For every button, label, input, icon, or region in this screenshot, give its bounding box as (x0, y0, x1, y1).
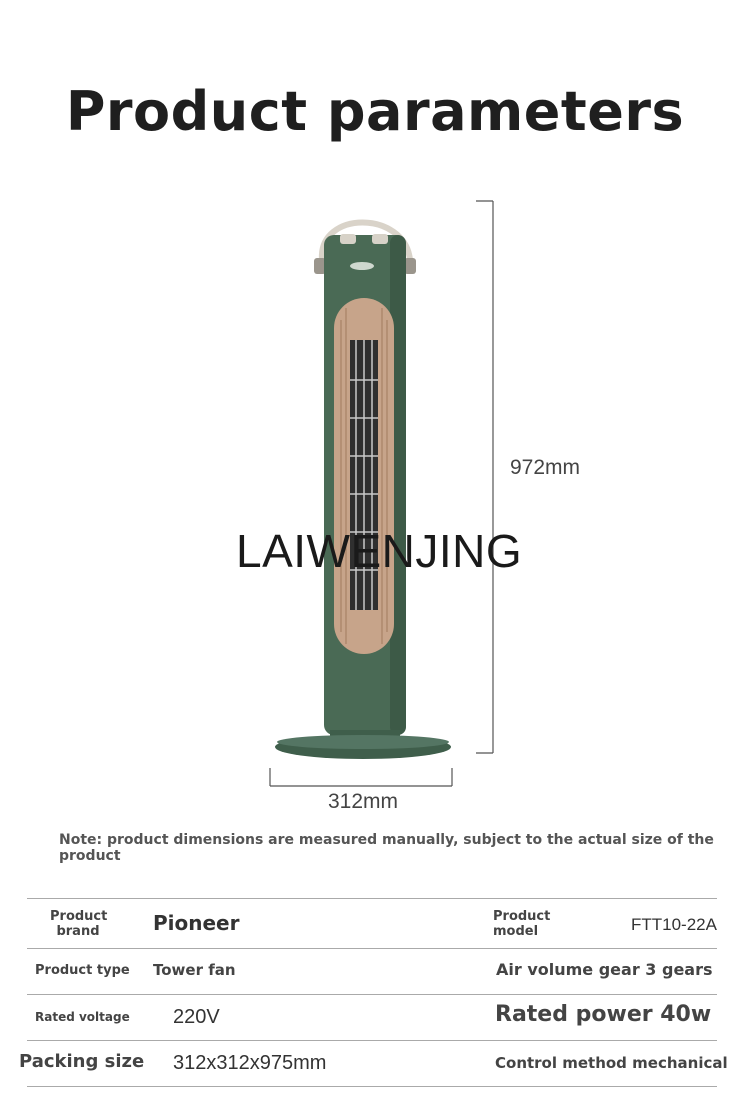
table-divider (27, 948, 717, 949)
brand-label (50, 909, 106, 939)
air-volume-value: Air volume gear 3 gears (496, 960, 713, 979)
measurement-note: Note: product dimensions are measured manually, subject to the actual size of the product (59, 832, 714, 864)
type-label: Product type (35, 963, 130, 978)
tower-fan-image (0, 190, 750, 810)
voltage-label: Rated voltage (35, 1010, 130, 1024)
table-divider (27, 1040, 717, 1041)
brand-logo-icon (350, 262, 374, 270)
height-dimension-label: 972mm (510, 456, 581, 479)
control-knob-right (372, 234, 388, 244)
control-method-value: Control method mechanical (495, 1054, 728, 1072)
model-value: FTT10-22A (631, 915, 717, 934)
fan-base-top (277, 735, 449, 749)
voltage-value: 220V (173, 1006, 220, 1028)
model-label-line2: model (493, 924, 539, 939)
packing-value: 312x312x975mm (173, 1052, 327, 1074)
height-dimension-line (476, 201, 493, 753)
table-divider (27, 898, 717, 899)
type-value: Tower fan (153, 961, 236, 979)
brand-watermark: LAIWENJING (236, 525, 523, 577)
control-knob-left (340, 234, 356, 244)
brand-label-line1: Product (50, 909, 108, 924)
brand-label-line2: brand (56, 924, 100, 939)
table-divider (27, 994, 717, 995)
brand-value: Pioneer (153, 911, 240, 935)
rated-power-value: Rated power 40w (495, 1002, 712, 1027)
model-label-line1: Product (493, 909, 551, 924)
width-dimension-line (270, 768, 452, 786)
model-label (493, 909, 550, 939)
table-divider (27, 1086, 717, 1087)
width-dimension-label: 312mm (328, 790, 399, 813)
packing-label: Packing size (19, 1051, 145, 1072)
page-title: Product parameters (65, 80, 685, 143)
